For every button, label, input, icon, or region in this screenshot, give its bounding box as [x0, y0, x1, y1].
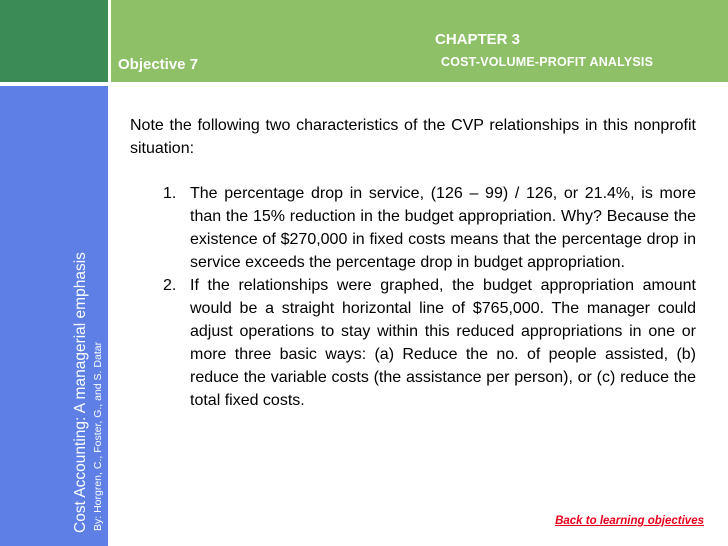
chapter-number: CHAPTER 3 — [435, 31, 521, 48]
list-item-number: 1. — [163, 185, 177, 202]
corner-block — [0, 0, 108, 82]
list-item-text: The percentage drop in service, (126 – 99) / 126, or 21.4%, is more than the 15% reduction in the budget appropriation. Why? Because the existence of $270,000 in fixed costs means that the percentage drop in service exceeds the percentage drop in budget appropriation. — [190, 185, 696, 271]
back-to-objectives-link[interactable]: Back to learning objectives — [555, 515, 704, 527]
sidebar-book-title: Cost Accounting: A managerial emphasis — [72, 252, 89, 533]
list-item-number: 2. — [163, 277, 177, 294]
header-bar — [111, 0, 728, 82]
sidebar-authors: By: Horgren, C., Foster, G., and S. Datar — [92, 341, 104, 531]
chapter-title: COST-VOLUME-PROFIT ANALYSIS — [441, 55, 654, 69]
list-item-text: If the relationships were graphed, the budget appropriation amount would be a straight horizontal line of $765,000. The manager could adjust operations to stay within this reduced appropriations in one or more three basic ways: (a) Reduce the no. of people assisted, (b) reduce the variable costs (the assistance per person), or (c) reduce the total fixed costs. — [190, 277, 696, 409]
intro-paragraph: Note the following two characteristics of the CVP relationships in this nonprofit situation: — [130, 117, 696, 157]
slide-content — [130, 114, 696, 412]
list-item — [130, 182, 696, 274]
objective-label: Objective 7 — [118, 56, 199, 73]
characteristics-list — [130, 182, 696, 412]
list-item — [130, 274, 696, 412]
